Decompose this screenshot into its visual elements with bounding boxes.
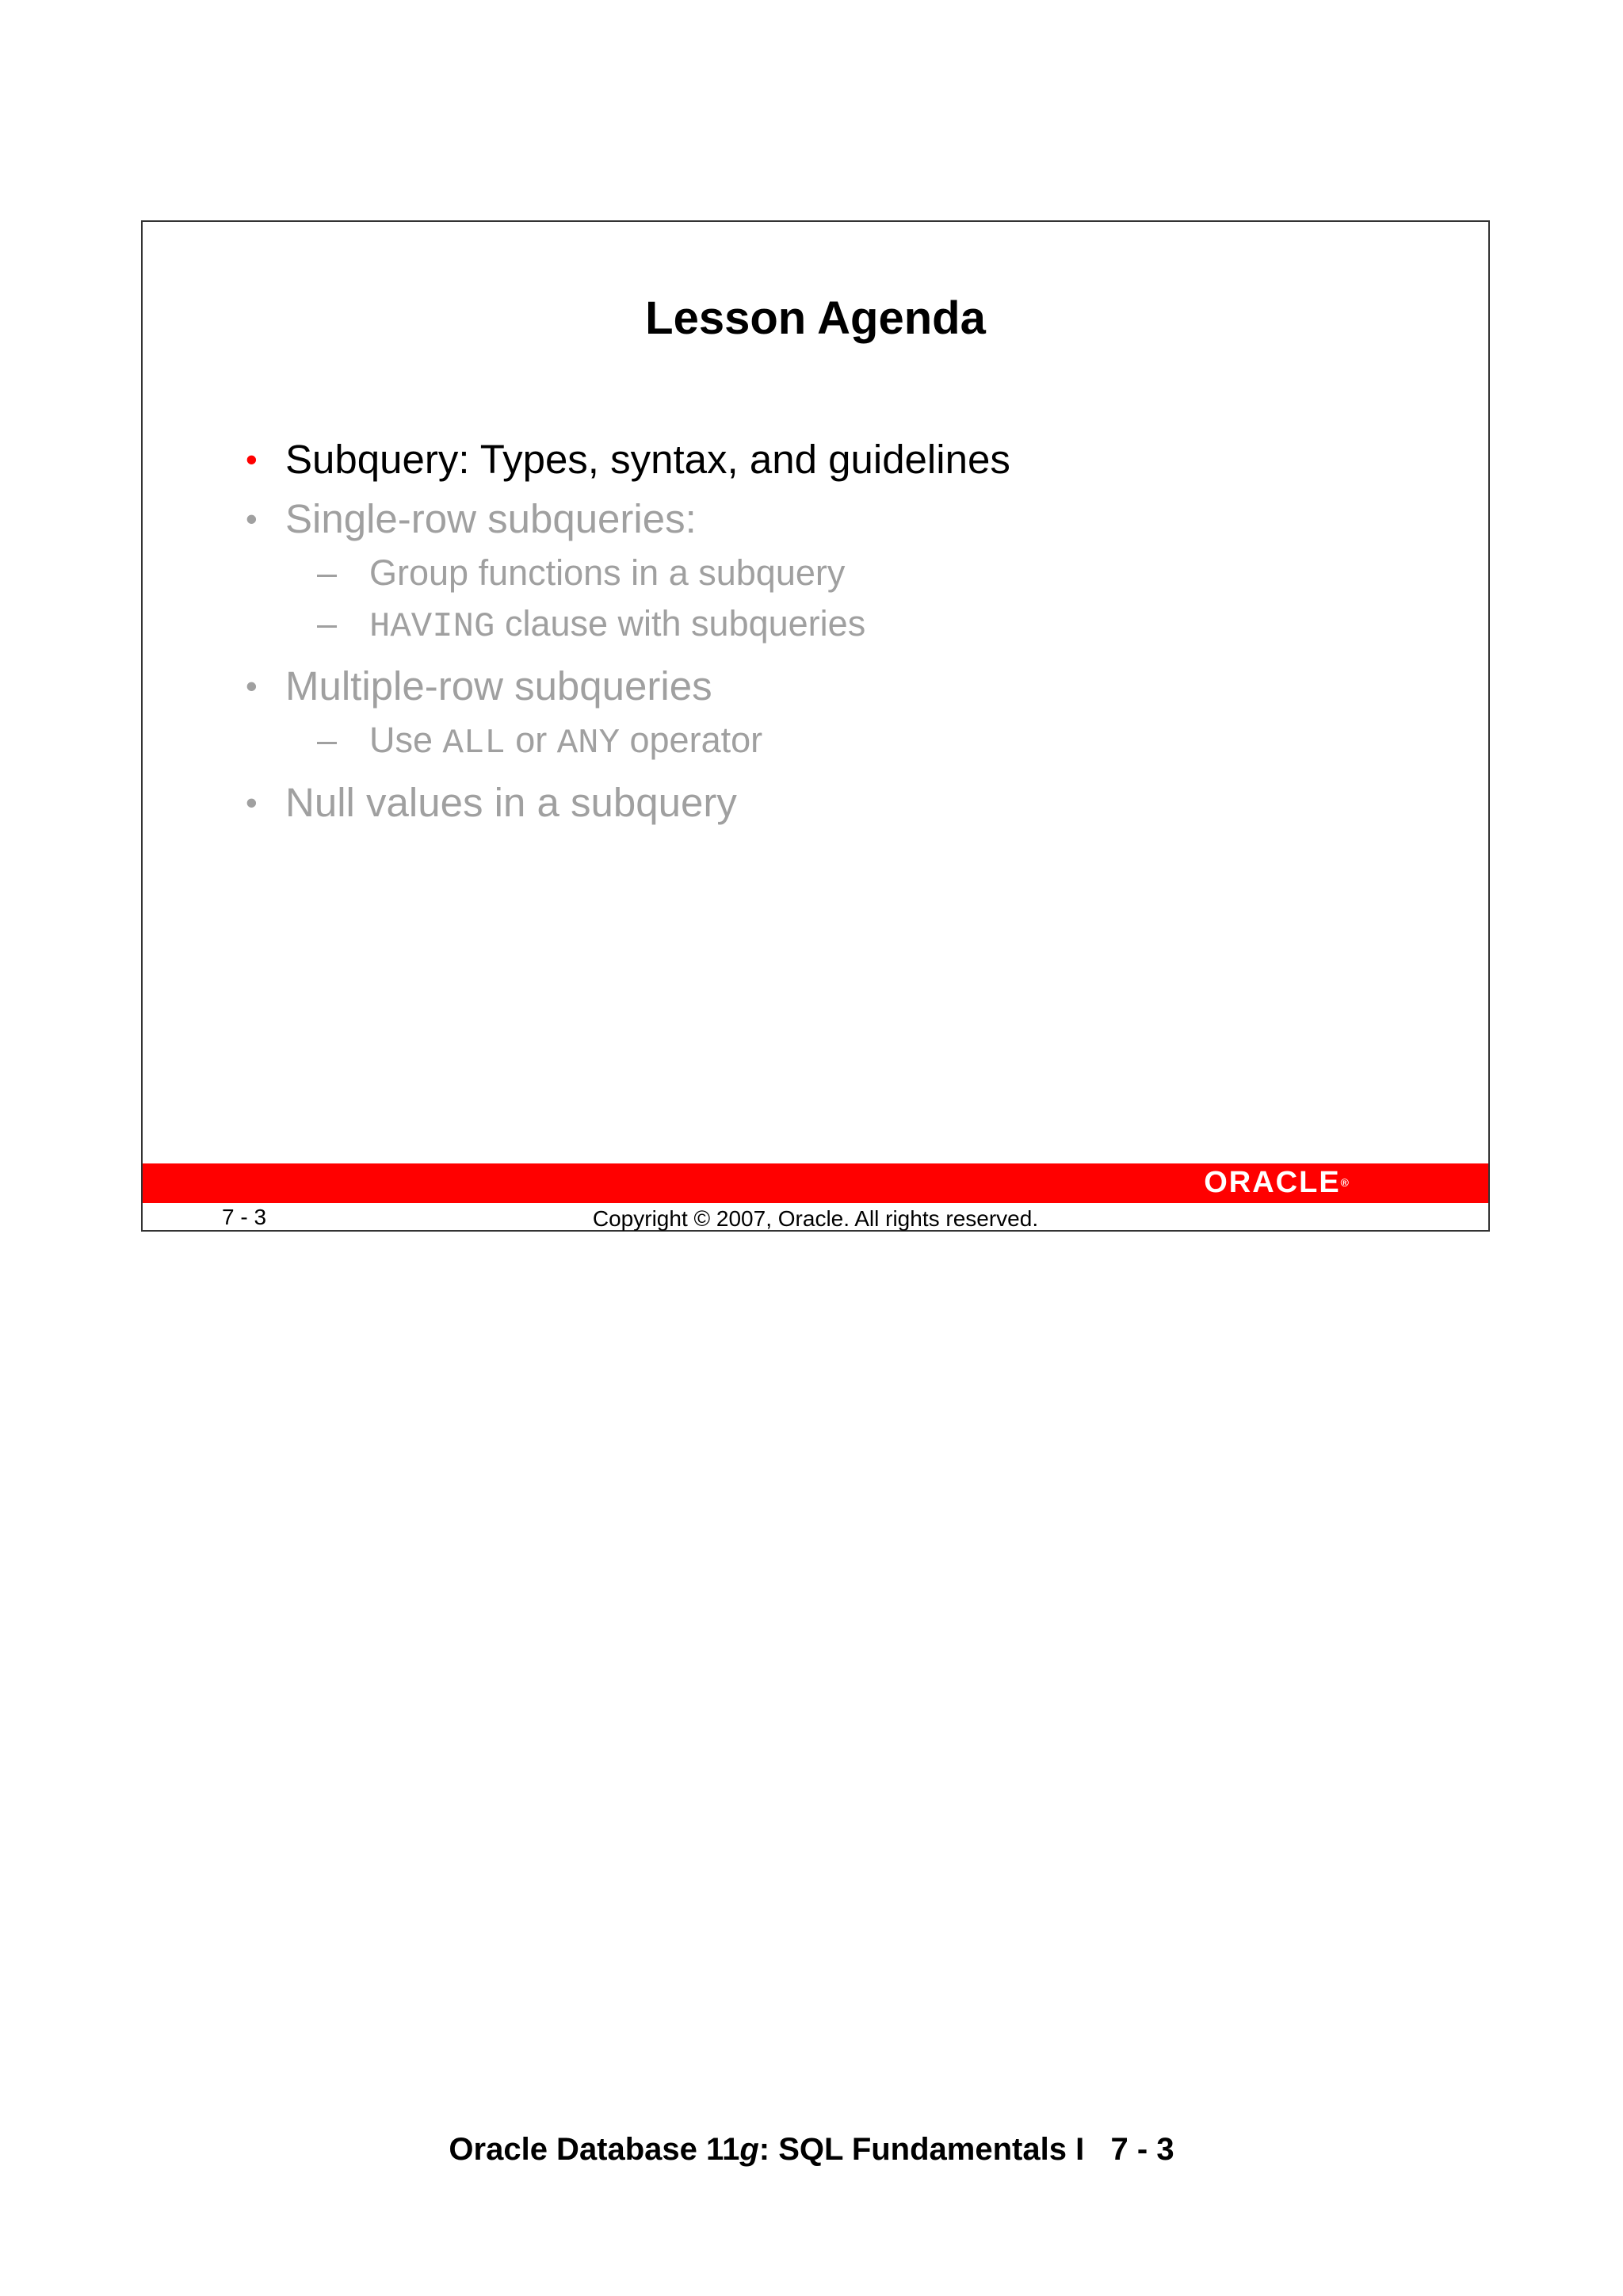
slide-page-number: 7 - 3 — [222, 1205, 267, 1229]
agenda-subitem-all-any — [285, 715, 1010, 769]
bullet-icon: • — [246, 441, 258, 478]
book-footer — [0, 2132, 1623, 2168]
trademark-symbol: ® — [1340, 1176, 1349, 1189]
oracle-logo-text: ORACLE — [1204, 1166, 1341, 1199]
agenda-subitem-mid: or — [505, 720, 557, 760]
book-title-prefix: Oracle Database 11 — [449, 2132, 740, 2167]
slide-title: Lesson Agenda — [645, 292, 986, 344]
agenda-subitem-label: Group functions in a subquery — [369, 552, 846, 593]
slide — [141, 220, 1490, 1232]
agenda-item-multiple-row — [246, 661, 1010, 769]
copyright-notice: Copyright © 2007, Oracle. All rights reserved. — [592, 1206, 1039, 1231]
book-title-suffix: : SQL Fundamentals I 7 - 3 — [758, 2132, 1174, 2167]
bullet-icon: • — [246, 667, 258, 705]
code-keyword-having: HAVING — [369, 607, 495, 647]
dash-icon: – — [317, 552, 338, 593]
agenda-sublist — [285, 548, 1010, 652]
agenda-item-label: Null values in a subquery — [285, 780, 737, 825]
slide-footer — [143, 1203, 1488, 1232]
agenda-item-null-values — [246, 777, 1010, 828]
dash-icon: – — [317, 720, 338, 760]
agenda-subitem-prefix: Use — [369, 720, 443, 760]
code-keyword-all: ALL — [442, 724, 506, 763]
agenda-item-subquery-types — [246, 434, 1010, 485]
agenda-subitem-having-clause — [285, 598, 1010, 652]
book-title-italic: g — [739, 2132, 759, 2167]
agenda-item-single-row — [246, 494, 1010, 652]
oracle-logo — [1204, 1167, 1349, 1198]
bullet-icon: • — [246, 500, 258, 537]
agenda-sublist — [285, 715, 1010, 769]
agenda-subitem-group-functions — [285, 548, 1010, 598]
agenda-item-label: Single-row subqueries: — [285, 496, 697, 541]
agenda-subitem-suffix: operator — [620, 720, 763, 760]
agenda-list — [246, 434, 1010, 837]
footer-red-bar — [143, 1163, 1488, 1203]
dash-icon: – — [317, 603, 338, 644]
agenda-item-label: Multiple-row subqueries — [285, 663, 712, 709]
code-keyword-any: ANY — [556, 724, 620, 763]
agenda-subitem-label: clause with subqueries — [495, 603, 866, 644]
bullet-icon: • — [246, 784, 258, 821]
agenda-item-label: Subquery: Types, syntax, and guidelines — [285, 437, 1010, 482]
